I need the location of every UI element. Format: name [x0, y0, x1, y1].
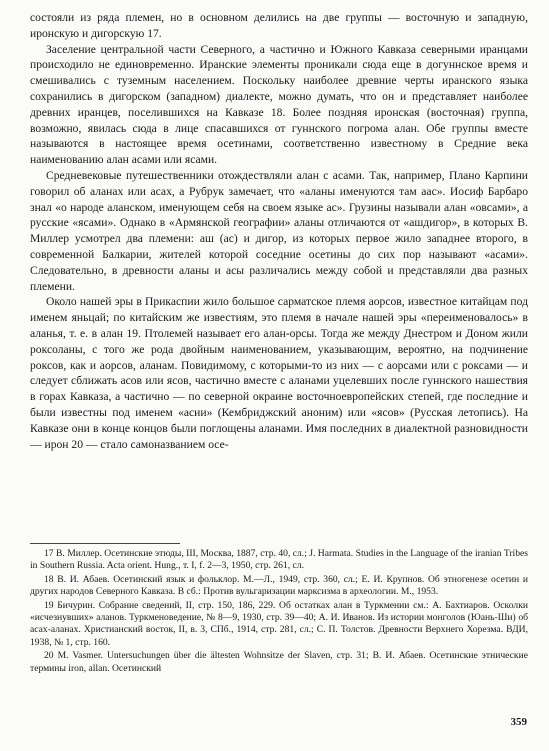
paragraph-travelers: Средневековые путешественники отождествляли алан с асами. Так, например, Плано Карпини говорил об аланах или асах, а Рубрук замечает, что «аланы именуются там аас». Иосиф Барбаро знал «о народе аланском, именующем себя на своем языке ас». Грузины называли алан «овсами», а русские «ясами». Однако в «Армянской географии» аланы отличаются от «ашдигор», в которых В. Миллер усмотрел два племени: аш (ас) и дигор, из которых первое жило западнее второго, в современной Балкарии, жителей которой соседние осетины до сих пор называют «асами». Следовательно, в древности аланы и асы различались между собой и представляли два разных племени.	[30, 168, 528, 293]
footnote-20: 20 M. Vasmer. Untersuchungen über die ältesten Wohnsitze der Slaven, стр. 31; В. И. Абаев. Осетинские этнические термины iron, allan. Осетинский	[30, 650, 528, 674]
paragraph-continuation: состояли из ряда племен, но в основном делились на две группы — восточную и западную, иронскую и дигорскую 17.	[30, 11, 528, 40]
footnotes	[30, 548, 528, 676]
footnote-separator	[30, 543, 180, 544]
paragraph-settlement: Заселение центральной части Северного, а частично и Южного Кавказа северными иранцами происходило не единовременно. Иранские элементы проникали сюда еще в догуннское время и смешивались с туземным населением. Поскольку наиболее древние черты иранского языка сохранились в дигорском (западном) диалекте, можно думать, что он и представляет наиболее древних иранцев, поселившихся на Кавказе 18. Более поздняя иронская (восточная) группа, возможно, явилась сюда в лице спасавшихся от гуннского погрома алан. Обе группы вместе называются в настоящее время осетинами, соответственно известному в Средние века наименованию алан асами или ясами.	[30, 42, 528, 167]
footnote-18: 18 В. И. Абаев. Осетинский язык и фольклор. М.—Л., 1949, стр. 360, сл.; Е. И. Крупнов. Об этногенезе осетин и других народов Северного Кавказа. В сб.: Против вульгаризации марксизма в археологии. М., 1953.	[30, 573, 528, 598]
main-text	[30, 10, 528, 452]
paragraph-aorsi: Около нашей эры в Прикаспии жило большое сарматское племя аорсов, известное китайцам под именем яньцай; по китайским же известиям, это племя в начале нашей эры «переименовалось» в аланья, т. е. в алан 19. Птолемей называет его алан-орсы. Тогда же между Днестром и Доном жили роксоланы, с того же рода двойным наименованием, указывающим, вероятно, на подчинение роксов, как и аорсов, аланам. Повидимому, с которыми-то из них — с аорсами или с роксами — и следует сближать асов или ясов, частично вместе с аланами уцелевших после гуннского нашествия в горах Кавказа, а частично — по северной окраине восточноевропейских степей, где последние и были известны под именем «асии» (Кембриджский аноним) или «ясов» (Русская летопись). На Кавказе они в конце концов были поглощены аланами. Имя последних в диалектной разновидности — ирон 20 — стало самоназванием осе-	[30, 295, 528, 451]
footnote-19: 19 Бичурин. Собрание сведений, II, стр. 150, 186, 229. Об остатках алан в Туркмении см.: А. Бахтиаров. Осколки «исчезнувших» аланов. Туркменоведение, № 8—9, 1930, стр. 39—40; А. И. Иванов. Из истории монголов (Юань-Ши) об асах-аланах. Христианский восток, II, в. 3, СПб., 1914, стр. 281, сл.; С. П. Толстов. Древности Верхнего Хорезма. ВДИ, 1938, № 1, стр. 160.	[30, 599, 528, 648]
page-number: 359	[510, 716, 527, 728]
footnote-17: 17 В. Миллер. Осетинские этюды, III, Москва, 1887, стр. 40, сл.; J. Harmata. Studies in the Language of the iranian Tribes in Southern Russia. Acta orient. Hung., т. I, f. 2—3, 1950, стр. 261, сл.	[30, 548, 529, 572]
